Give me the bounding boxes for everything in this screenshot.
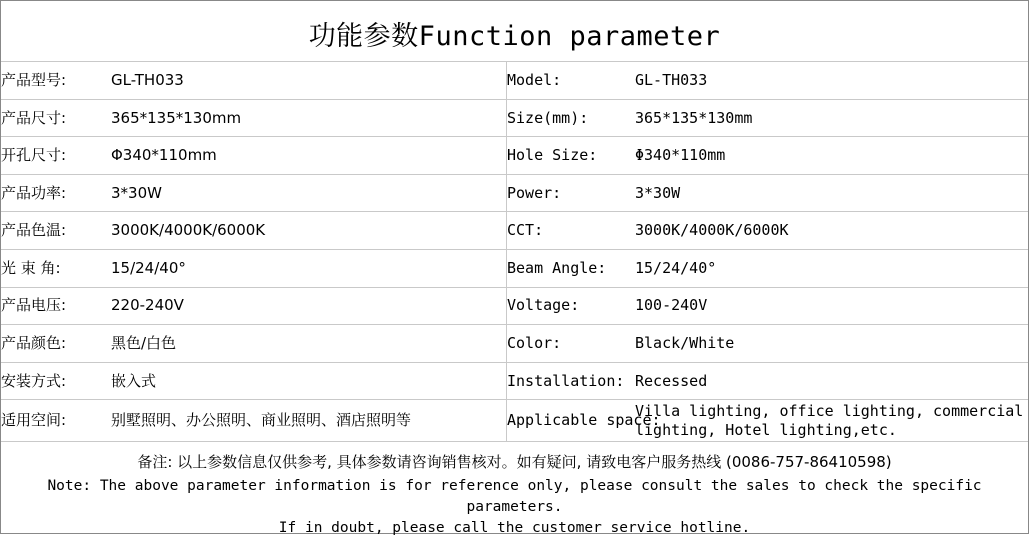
row-value-en: Villa lighting, office lighting, commercial lighting, Hotel lighting,etc. [635, 400, 1028, 442]
page-title: 功能参数Function parameter [308, 21, 721, 52]
note-english [1, 476, 1028, 539]
row-label-en: Size(mm): [507, 99, 636, 137]
row-label-en: Beam Angle: [507, 249, 636, 287]
table-row [1, 99, 1028, 137]
row-value-cn: Φ340*110mm [111, 137, 507, 175]
row-label-en: Hole Size: [507, 137, 636, 175]
table-row [1, 62, 1028, 100]
row-value-cn: 黑色/白色 [111, 325, 507, 363]
table-row [1, 174, 1028, 212]
row-value-en: 3000K/4000K/6000K [635, 212, 1028, 250]
row-label-cn: 产品颜色: [1, 325, 111, 363]
row-label-cn: 产品型号: [1, 62, 111, 100]
row-label-en: Color: [507, 325, 636, 363]
row-label-en: Applicable space: [507, 400, 636, 442]
row-label-cn: 产品色温: [1, 212, 111, 250]
note-chinese: 备注: 以上参数信息仅供参考, 具体参数请咨询销售核对。如有疑问, 请致电客户服务热线 (0086-757-86410598) [137, 453, 892, 472]
row-value-cn: 3000K/4000K/6000K [111, 212, 507, 250]
row-label-en: Voltage: [507, 287, 636, 325]
row-label-en: Model: [507, 62, 636, 100]
row-value-en: Φ340*110mm [635, 137, 1028, 175]
row-label-en: Power: [507, 174, 636, 212]
row-value-cn: 嵌入式 [111, 362, 507, 400]
row-label-en: Installation: [507, 362, 636, 400]
table-row [1, 212, 1028, 250]
row-value-cn: 220-240V [111, 287, 507, 325]
row-label-cn: 安装方式: [1, 362, 111, 400]
row-value-en: 365*135*130mm [635, 99, 1028, 137]
row-label-cn: 光 束 角: [1, 249, 111, 287]
table-row [1, 287, 1028, 325]
specification-table [1, 61, 1028, 442]
row-value-en: 15/24/40° [635, 249, 1028, 287]
note-english-line1: Note: The above parameter information is for reference only, please consult the sales to check the specific parameters. [47, 478, 982, 516]
table-row [1, 400, 1028, 442]
row-label-cn: 开孔尺寸: [1, 137, 111, 175]
table-row [1, 362, 1028, 400]
row-value-en: Recessed [635, 362, 1028, 400]
row-label-en: CCT: [507, 212, 636, 250]
row-label-cn: 产品功率: [1, 174, 111, 212]
row-value-cn: 15/24/40° [111, 249, 507, 287]
row-value-en: GL-TH033 [635, 62, 1028, 100]
row-value-cn: GL-TH033 [111, 62, 507, 100]
table-row [1, 137, 1028, 175]
row-value-cn: 3*30W [111, 174, 507, 212]
row-value-cn: 365*135*130mm [111, 99, 507, 137]
table-row [1, 249, 1028, 287]
row-label-cn: 产品电压: [1, 287, 111, 325]
row-value-en: 3*30W [635, 174, 1028, 212]
table-row [1, 325, 1028, 363]
row-label-cn: 产品尺寸: [1, 99, 111, 137]
row-value-cn: 别墅照明、办公照明、商业照明、酒店照明等 [111, 400, 507, 442]
row-value-en: 100-240V [635, 287, 1028, 325]
row-label-cn: 适用空间: [1, 400, 111, 442]
row-value-en: Black/White [635, 325, 1028, 363]
note-english-line2: If in doubt, please call the customer service hotline. [278, 520, 751, 537]
